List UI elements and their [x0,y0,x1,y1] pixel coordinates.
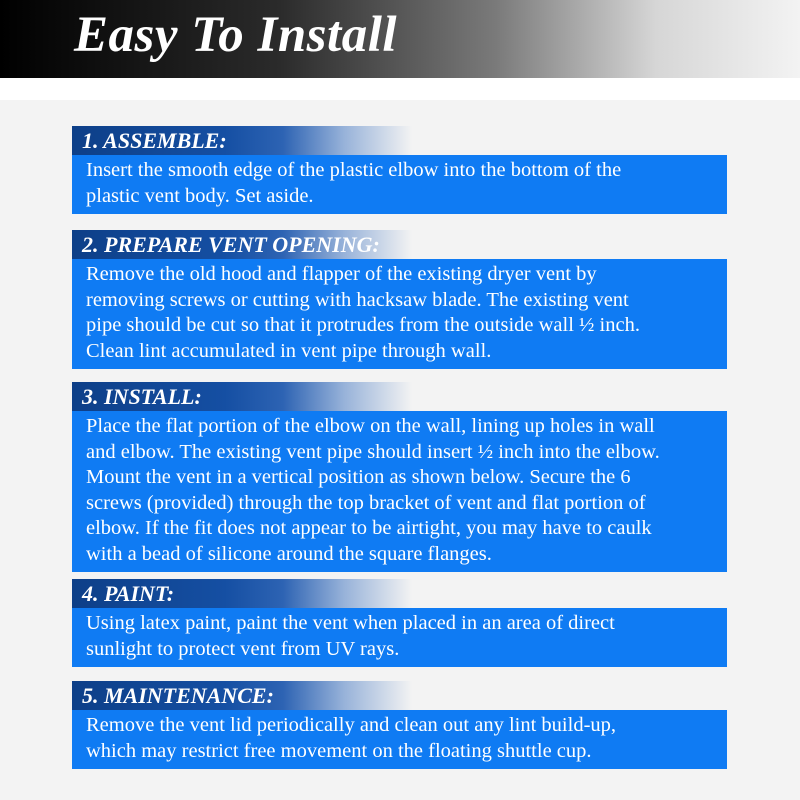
body-line: pipe should be cut so that it protrudes from the outside wall ½ inch. [86,314,640,336]
header-banner [0,0,800,78]
section-maintenance [72,681,727,769]
body-line: and elbow. The existing vent pipe should insert ½ inch into the elbow. [86,440,660,463]
section-prepare-vent-opening [72,230,727,369]
body-line: elbow. If the fit does not appear to be airtight, you may have to caulk [86,517,652,539]
body-line: Clean lint accumulated in vent pipe through wall. [86,339,492,362]
section-body [72,411,727,572]
body-line: Remove the vent lid periodically and clean out any lint build-up, [86,714,617,736]
body-line: Place the flat portion of the elbow on the wall, lining up holes in wall [86,415,655,437]
header-divider [0,78,800,100]
body-line: sunlight to protect vent from UV rays. [86,637,400,660]
body-line: which may restrict free movement on the floating shuttle cup. [86,739,592,762]
section-install [72,382,727,572]
body-line: Insert the smooth edge of the plastic elbow into the bottom of the [86,159,622,181]
body-line: with a bead of silicone around the square flanges. [86,542,492,565]
body-line: removing screws or cutting with hacksaw blade. The existing vent [86,288,629,311]
page-title: Easy To Install [74,7,398,63]
body-line: Remove the old hood and flapper of the existing dryer vent by [86,263,597,285]
section-title: 5. MAINTENANCE: [72,681,412,710]
section-body [72,155,727,214]
body-line: plastic vent body. Set aside. [86,184,314,207]
body-line: Mount the vent in a vertical position as shown below. Secure the 6 [86,466,631,488]
section-assemble [72,126,727,214]
section-body [72,259,727,369]
section-title: 3. INSTALL: [72,382,412,411]
section-body [72,710,727,769]
body-line: screws (provided) through the top bracket of vent and flat portion of [86,491,646,514]
section-body [72,608,727,667]
section-paint [72,579,727,667]
section-title: 1. ASSEMBLE: [72,126,412,155]
section-title: 4. PAINT: [72,579,412,608]
section-title: 2. PREPARE VENT OPENING: [72,230,412,259]
body-line: Using latex paint, paint the vent when placed in an area of direct [86,612,615,634]
